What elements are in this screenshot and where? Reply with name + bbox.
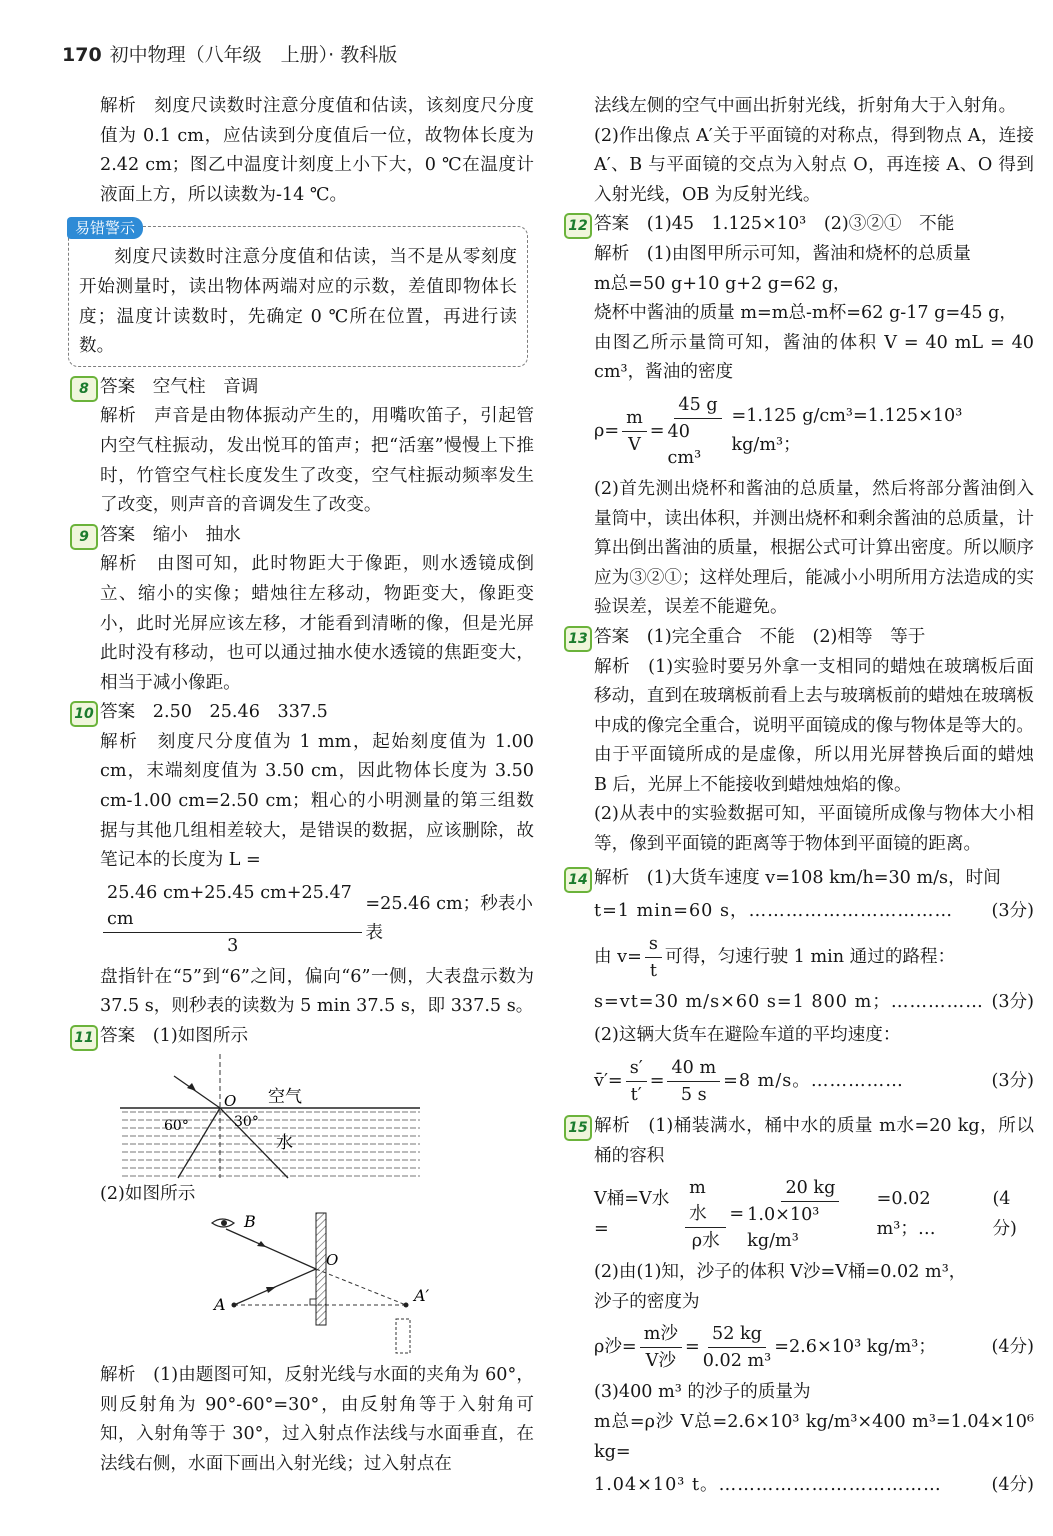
q11-number: 11 [70,1025,98,1051]
q8-explanation: 解析 声音是由物体振动产生的，用嘴吹笛子，引起管内空气柱振动，发出悦耳的笛声；把“活塞”慢慢上下推时，竹管空气柱长度发生了改变，空气柱振动频率发生了改变，则声音的音调发生了改变。 [100,406,534,516]
refraction-diagram [116,1052,446,1180]
point-a-prime [404,1303,409,1308]
q13-answer: 答案 (1)完全重合 不能 (2)相等 等于 [594,626,926,647]
formula-result: =0.02 m³；… [876,1189,936,1239]
common-mistake-text: 刻度尺读数时注意分度值和估读，当不是从零刻度开始测量时，读出物体两端对应的示数，差值即物体长度；温度计读数时，先确定 0 ℃所在位置，再进行读数。 [79,247,517,357]
arrow-icon [187,1083,196,1091]
angle-60-label: 60° [164,1117,189,1134]
left-column [74,92,534,1480]
q9-explanation: 解析 由图可知，此时物距大于像距，则水透镜成倒立、缩小的实像；蜡烛往左移动，物距变大，像距变小，此时光屏应该左移，才能看到清晰的像，但是光屏此时没有移动，也可以通过抽水使水透镜的焦距变大，相当于减小像距。 [100,554,534,693]
fraction [640,1321,682,1374]
score: (3分) [991,1070,1034,1091]
fraction [668,392,729,471]
q15-final-line [594,1471,1034,1501]
q15-number: 15 [564,1115,592,1141]
denominator: ρ水 [691,1231,720,1252]
q13-number: 13 [564,626,592,652]
q11-block [74,1022,534,1480]
denominator: V [628,434,641,455]
equals-sign: = [649,420,665,441]
air-label: 空气 [268,1086,302,1107]
score: (4分) [991,1337,1034,1358]
denominator: t [649,960,657,981]
fraction [747,1175,873,1254]
q10-block [74,698,534,1022]
q14-block [568,864,1034,1108]
q13-block [568,623,1034,860]
arrow-icon [266,1287,276,1293]
point-a [232,1303,237,1308]
book-title: 初中物理（八年级 上册）· 教科版 [109,44,398,66]
formula-result: =8 m/s。…………… [723,1070,904,1091]
mirror-diagram [116,1209,446,1357]
fraction [667,1055,720,1108]
q10-numerator: 25.46 cm+25.45 cm+25.47 cm [103,880,362,933]
score: (4分) [991,1475,1034,1496]
common-mistake-tag: 易错警示 [67,217,143,239]
formula-left: v̄′= [594,1070,623,1091]
denominator: V沙 [645,1351,676,1372]
denominator: 40 cm³ [667,421,702,468]
numerator: 40 m [667,1055,720,1082]
q14-distance-line [594,988,1034,1018]
q9-number: 9 [70,524,98,550]
q14-time-line [594,897,1034,927]
numerator: s [645,931,662,958]
q10-denominator: 3 [227,935,239,956]
reflected-ray [226,1229,316,1269]
q10-explanation-part1: 解析 刻度尺分度值为 1 mm，起始刻度值为 1.00 cm，末端刻度值为 3.50 cm，因此物体长度为 3.50 cm-1.00 cm=2.50 cm；粗心的小明测量的第三组数据与其他几组相差较大，是错误的数据，应该删除，故笔记本的长度为 L = [100,731,534,871]
q15-exp-line5: m总=ρ沙 V总=2.6×10³ kg/m³×400 m³=1.04×10⁶ kg= [594,1412,1034,1462]
fraction [645,931,662,984]
q11-explanation-part2: (2)作出像点 A′关于平面镜的对称点，得到物点 A，连接 A′、B 与平面镜的交点为入射点 O，再连接 A、O 得到入射光线，OB 为反射光线。 [594,125,1034,205]
q10-average-formula [100,880,534,959]
eye-pupil-icon [221,1220,227,1226]
q12-exp-line2: m总=50 g+10 g+2 g=62 g， [594,273,851,294]
score: (4分) [992,1189,1017,1239]
q10-explanation-part2: 盘指针在“5”到“6”之间，偏向“6”一侧，大表盘示数为 37.5 s，则秒表的读数为 5 min 37.5 s，即 337.5 s。 [100,966,534,1017]
q12-block [568,210,1034,623]
equals-sign: = [649,1070,665,1091]
formula-left: ρ沙= [594,1337,637,1358]
q10-fraction [103,880,362,959]
formula-left: 由 v= [594,946,642,967]
plane-mirror [316,1213,326,1325]
time-value: t=1 min=60 s，…………………………… [594,901,954,922]
incident-ray-air [174,1076,220,1108]
numerator: m沙 [640,1321,682,1348]
q7-explanation: 解析 刻度尺读数时注意分度值和估读，该刻度尺分度值为 0.1 cm，应估读到分度值后一位，故物体长度为 2.42 cm；图乙中温度计刻度上小下大，0 ℃在温度计液面上方，所以读数为-14 ℃。 [100,96,534,205]
q14-average-speed-formula [594,1055,1034,1108]
point-a-label: A [214,1295,226,1315]
q14-exp-line1: 解析 (1)大货车速度 v=108 km/h=30 m/s，时间 [594,867,1001,888]
q10-number: 10 [70,701,98,727]
numerator: 52 kg [708,1321,766,1348]
final-value: 1.04×10³ t。……………………………… [594,1475,942,1496]
q15-exp-line3: 沙子的密度为 [594,1291,700,1312]
point-o-label: O [326,1251,339,1270]
score: (3分) [991,901,1034,922]
q11-part2: (2)如图所示 [100,1183,196,1204]
formula-result: =2.6×10³ kg/m³； [774,1337,936,1358]
denominator: 0.02 m³ [702,1351,772,1372]
q15-block [568,1112,1034,1501]
formula-result: 可得，匀速行驶 1 min 通过的路程： [664,946,956,967]
page-header [62,40,397,67]
fraction [626,1055,647,1108]
virtual-candle [396,1319,410,1353]
q11-explanation-cont: 法线左侧的空气中画出折射光线，折射角大于入射角。 [594,96,1017,116]
point-o-label: O [224,1091,237,1110]
q12-number: 12 [564,213,592,239]
numerator: 20 kg [781,1175,839,1202]
q15-exp-line2: (2)由(1)知，沙子的体积 V沙=V桶=0.02 m³， [594,1262,967,1283]
q9-answer: 答案 缩小 抽水 [100,524,241,545]
q15-exp-line1: 解析 (1)桶装满水，桶中水的质量 m水=20 kg，所以桶的容积 [594,1116,1034,1166]
point-a-prime-label: A′ [414,1286,430,1306]
formula-result: =1.125 g/cm³=1.125×10³ kg/m³； [731,405,963,456]
denominator: t′ [630,1085,642,1106]
q8-answer: 答案 空气柱 音调 [100,376,259,397]
q15-volume-formula [594,1175,1034,1254]
fraction [685,1175,726,1254]
q12-density-formula [594,392,1034,471]
q12-exp-line4: 由图乙所示量筒可知，酱油的体积 V = 40 mL = 40 cm³，酱油的密度 [594,332,1034,383]
q12-exp-line1: 解析 (1)由图甲所示可知，酱油和烧杯的总质量 [594,243,971,264]
formula-left: ρ= [594,420,620,441]
numerator: m水 [685,1175,726,1228]
numerator: 45 g [674,392,721,419]
q10-answer: 答案 2.50 25.46 337.5 [100,702,328,723]
q14-number: 14 [564,867,592,893]
angle-30-label: 30° [234,1113,259,1130]
numerator: s′ [626,1055,647,1082]
q15-density-formula [594,1321,1034,1374]
q13-exp-line2: (2)从表中的实验数据可知，平面镜所成像与物体大小相等，像到平面镜的距离等于物体到平面镜的距离。 [594,804,1034,855]
q12-exp-line3: 烧杯中酱油的质量 m=m总-m杯=62 g-17 g=45 g， [594,303,1018,324]
common-mistake-box [68,219,528,366]
q14-exp-line4: (2)这辆大货车在避险车道的平均速度： [594,1025,901,1046]
denominator: 5 s [680,1085,707,1106]
numerator: m [622,405,647,432]
formula-left: V桶=V水= [594,1189,670,1239]
fraction [622,405,647,458]
q10-result: =25.46 cm；秒表小表 [365,893,534,944]
q11-answer: 答案 (1)如图所示 [100,1026,249,1047]
q8-number: 8 [70,376,98,402]
fraction [703,1321,772,1374]
right-angle-mark [310,1299,316,1305]
denominator: 1.0×10³ kg/m³ [747,1205,820,1252]
equals-sign: = [729,1203,745,1224]
page-number: 170 [62,44,102,66]
q14-velocity-formula [594,931,1034,984]
point-b-label: B [244,1212,256,1232]
q15-exp-line4: (3)400 m³ 的沙子的质量为 [594,1382,811,1403]
q12-answer: 答案 (1)45 1.125×10³ (2)③②① 不能 [594,214,955,235]
equals-sign: = [684,1337,700,1358]
q12-exp-line5: (2)首先测出烧杯和酱油的总质量，然后将部分酱油倒入量筒中，读出体积，并测出烧杯和剩余酱油的总质量，计算出倒出酱油的质量，根据公式可计算出密度。所以顺序应为③②①；这样处理后，能减小小明所用方法造成的实验误差，误差不能避免。 [594,478,1034,618]
q9-block [79,521,534,699]
q8-block [79,373,534,521]
water-label: 水 [276,1132,293,1153]
virtual-ray [316,1269,406,1305]
right-column [568,92,1034,1505]
q11-explanation: 解析 (1)由题图可知，反射光线与水面的夹角为 60°，则反射角为 90°-60°=30°，由反射角等于入射角可知，入射角等于 30°，过入射点作法线与水面垂直，在法线右侧，水面下画出入射光线；过入射点在 [100,1365,534,1474]
q13-exp-line1: 解析 (1)实验时要另外拿一支相同的蜡烛在玻璃板后面移动，直到在玻璃板前看上去与玻璃板前的蜡烛在玻璃板中成的像完全重合，说明平面镜成的像与物体是等大的。由于平面镜所成的是虚像，所以用光屏替换后面的蜡烛 B 后，光屏上不能接收到蜡烛烛焰的像。 [594,656,1034,795]
distance-value: s=vt=30 m/s×60 s=1 800 m；…………… [594,991,984,1012]
score: (3分) [991,991,1034,1012]
